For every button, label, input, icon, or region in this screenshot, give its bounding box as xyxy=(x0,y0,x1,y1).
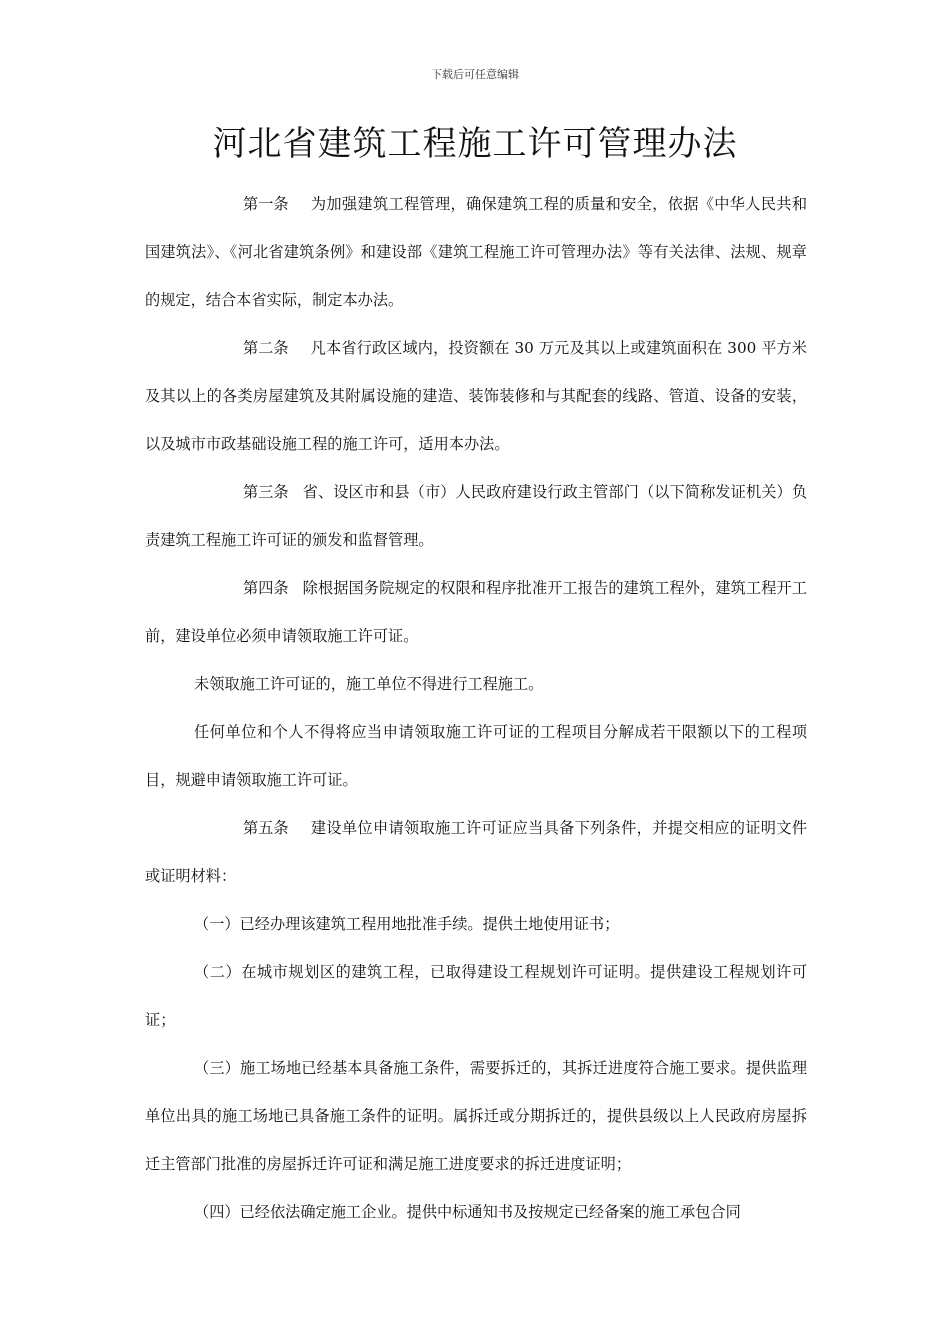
article-3 xyxy=(145,468,807,564)
header-note: 下载后可任意编辑 xyxy=(431,68,519,81)
article-4-paragraph-3: 任何单位和个人不得将应当申请领取施工许可证的工程项目分解成若干限额以下的工程项目，规避申请领取施工许可证。 xyxy=(145,723,807,789)
article-text: 凡本省行政区域内，投资额在 30 万元及其以上或建筑面积在 300 平方米及其以上的各类房屋建筑及其附属设施的建造、装饰装修和与其配套的线路、管道、设备的安装，以及城市市政基础设施工程的施工许可，适用本办法。 xyxy=(145,339,807,453)
article-text: 除根据国务院规定的权限和程序批准开工报告的建筑工程外，建筑工程开工前，建设单位必须申请领取施工许可证。 xyxy=(145,579,807,645)
article-text: 省、设区市和县（市）人民政府建设行政主管部门（以下简称发证机关）负责建筑工程施工许可证的颁发和监督管理。 xyxy=(145,483,807,549)
article-text: 建设单位申请领取施工许可证应当具备下列条件，并提交相应的证明文件或证明材料： xyxy=(145,819,807,885)
article-4-paragraph-2: 未领取施工许可证的，施工单位不得进行工程施工。 xyxy=(194,675,544,693)
list-item: （四）已经依法确定施工企业。提供中标通知书及按规定已经备案的施工承包合同 xyxy=(194,1203,741,1221)
document-title: 河北省建筑工程施工许可管理办法 xyxy=(212,124,738,164)
article-label: 第四条 xyxy=(243,579,289,597)
article-2 xyxy=(145,324,807,468)
article-label: 第二条 xyxy=(243,339,289,357)
document-body xyxy=(145,180,807,1236)
article-label: 第五条 xyxy=(243,819,289,837)
list-item: （一）已经办理该建筑工程用地批准手续。提供土地使用证书； xyxy=(194,915,620,933)
article-text: 为加强建筑工程管理，确保建筑工程的质量和安全，依据《中华人民共和国建筑法》、《河北省建筑条例》和建设部《建筑工程施工许可管理办法》等有关法律、法规、规章的规定，结合本省实际，制定本办法。 xyxy=(145,195,807,309)
article-label: 第三条 xyxy=(243,483,289,501)
list-item: （二）在城市规划区的建筑工程，已取得建设工程规划许可证明。提供建设工程规划许可证； xyxy=(145,963,807,1029)
article-5 xyxy=(145,804,807,900)
list-item: （三）施工场地已经基本具备施工条件，需要拆迁的，其拆迁进度符合施工要求。提供监理单位出具的施工场地已具备施工条件的证明。属拆迁或分期拆迁的，提供县级以上人民政府房屋拆迁主管部门批准的房屋拆迁许可证和满足施工进度要求的拆迁进度证明； xyxy=(145,1059,807,1173)
article-label: 第一条 xyxy=(243,195,289,213)
article-4 xyxy=(145,564,807,660)
article-1 xyxy=(145,180,807,324)
